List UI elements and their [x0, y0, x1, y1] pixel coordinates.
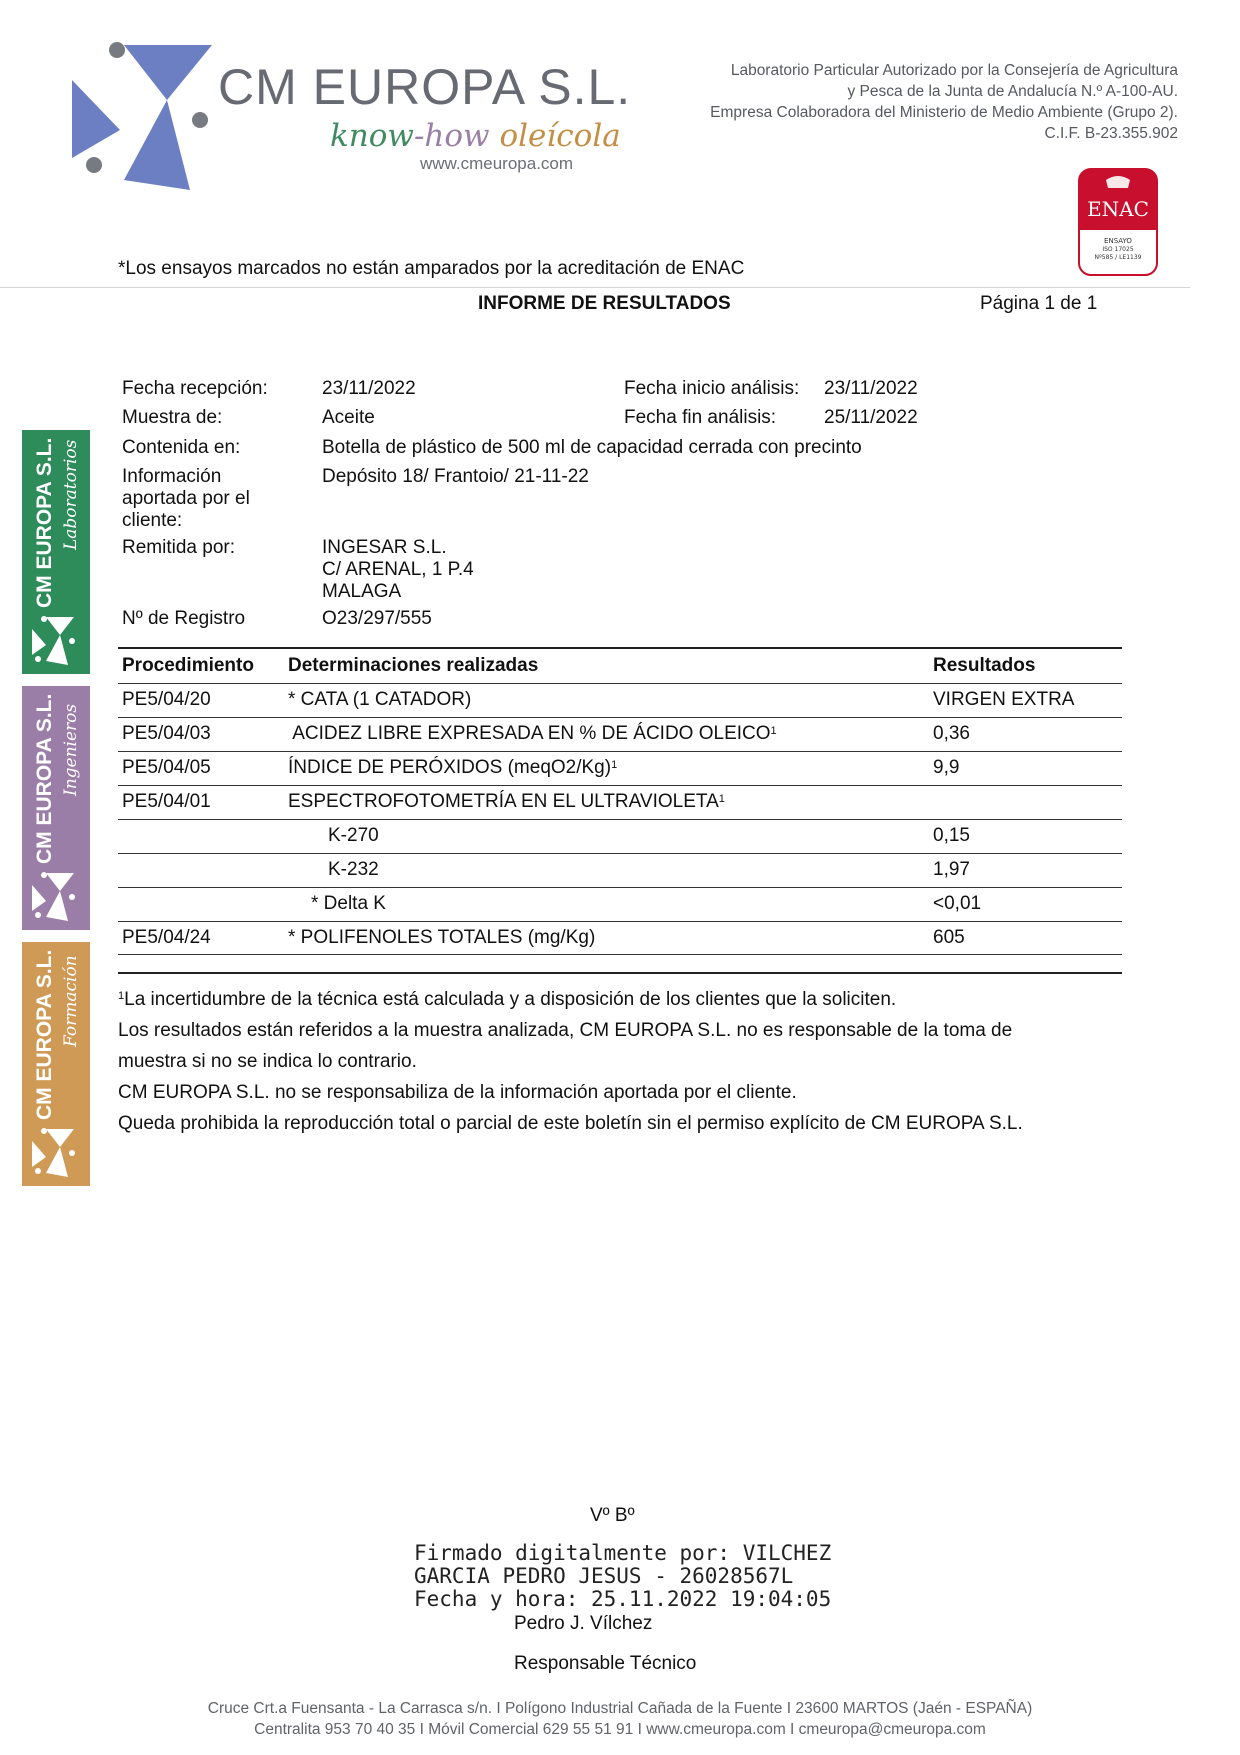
- company-tagline: [330, 118, 621, 154]
- cell-procedimiento: PE5/04/24: [122, 927, 211, 948]
- lab-info-line: Empresa Colaboradora del Ministerio de Medio Ambiente (Grupo 2).: [710, 104, 1178, 121]
- cell-resultado: 1,97: [933, 859, 970, 880]
- accreditation-note: *Los ensayos marcados no están amparados por la acreditación de ENAC: [118, 258, 745, 279]
- header-determinaciones: Determinaciones realizadas: [288, 655, 539, 676]
- table-bottom-rule: [118, 972, 1122, 974]
- note-text: muestra si no se indica lo contrario.: [118, 1051, 417, 1072]
- enac-label: ENAC: [1087, 197, 1149, 221]
- info-cliente-label-line: Información: [122, 466, 222, 487]
- fecha-recepcion-value: 23/11/2022: [322, 378, 416, 399]
- cell-resultado: 0,36: [933, 723, 970, 744]
- banner-subtitle: Ingenieros: [61, 703, 81, 796]
- table-rule: [118, 819, 1122, 820]
- info-cliente-value: Depósito 18/ Frantoio/ 21-11-22: [322, 466, 589, 487]
- side-banner-formacion: [22, 942, 90, 1186]
- cell-determinacion: [288, 757, 617, 779]
- header-procedimiento: Procedimiento: [122, 655, 254, 676]
- note-text: Queda prohibida la reproducción total o parcial de este boletín sin el permiso explícito de CM EUROPA S.L.: [118, 1113, 1023, 1134]
- table-rule: [118, 717, 1122, 718]
- digital-signature-line: GARCIA PEDRO JESUS - 26028567L: [414, 1564, 794, 1588]
- registro-label: Nº de Registro: [122, 608, 246, 629]
- cell-procedimiento: PE5/04/05: [122, 757, 211, 778]
- side-banner-laboratorios: [22, 430, 90, 674]
- determinacion-text: ÍNDICE DE PERÓXIDOS (meqO2/Kg): [288, 757, 612, 778]
- footer-address: Cruce Crt.a Fuensanta - La Carrasca s/n. I Polígono Industrial Cañada de la Fuente I 23600 MARTOS (Jaén - ESPAÑA): [207, 1700, 1033, 1717]
- company-website: www.cmeuropa.com: [420, 154, 574, 173]
- cell-determinacion: [288, 723, 777, 745]
- determinacion-text: ACIDEZ LIBRE EXPRESADA EN % DE ÁCIDO OLEICO: [288, 723, 771, 744]
- cell-resultado: 605: [933, 927, 965, 948]
- tagline-part-know: know: [330, 118, 414, 154]
- digital-signature-line: Fecha y hora: 25.11.2022 19:04:05: [414, 1587, 832, 1611]
- remitida-line: MALAGA: [322, 581, 402, 602]
- table-rule: [118, 921, 1122, 922]
- note-text: CM EUROPA S.L. no se responsabiliza de la información aportada por el cliente.: [118, 1082, 797, 1103]
- contenida-value: Botella de plástico de 500 ml de capacidad cerrada con precinto: [322, 437, 862, 458]
- lab-info-line: y Pesca de la Junta de Andalucía N.º A-100-AU.: [847, 83, 1178, 100]
- cell-determinacion: [288, 791, 725, 813]
- cell-resultado: 9,9: [933, 757, 960, 778]
- table-rule: [118, 683, 1122, 684]
- tagline-part-oleicola: oleícola: [499, 118, 621, 154]
- note-text: La incertidumbre de la técnica está calculada y a disposición de los clientes que la soliciten.: [124, 989, 897, 1010]
- cell-procedimiento: PE5/04/20: [122, 689, 211, 710]
- banner-company-name: CM EUROPA S.L.: [33, 949, 56, 1120]
- table-rule: [118, 887, 1122, 888]
- fecha-recepcion-label: Fecha recepción:: [122, 378, 268, 399]
- remitida-value: [322, 537, 474, 603]
- cell-determinacion: K-270: [328, 825, 379, 846]
- footer-contact: Centralita 953 70 40 35 I Móvil Comercial 629 55 51 91 I www.cmeuropa.com I cmeuropa@cmeuropa.com: [254, 1721, 986, 1738]
- report-notes: [118, 984, 1128, 1139]
- footnote-marker: 1: [770, 725, 777, 737]
- cell-determinacion: * POLIFENOLES TOTALES (mg/Kg): [288, 927, 596, 948]
- enac-line-2: ISO 17025: [1102, 246, 1134, 253]
- enac-line-3: Nº585 / LE1139: [1094, 254, 1142, 261]
- side-banner-ingenieros: [22, 686, 90, 930]
- cell-resultado: VIRGEN EXTRA: [933, 689, 1075, 710]
- info-cliente-label-line: cliente:: [122, 510, 183, 531]
- remitida-label: Remitida por:: [122, 537, 235, 558]
- digital-signature-line: Firmado digitalmente por: VILCHEZ: [414, 1541, 832, 1565]
- lab-authorization-info: [710, 60, 1178, 144]
- banner-company-name: CM EUROPA S.L.: [33, 693, 56, 864]
- company-logo: [72, 40, 222, 190]
- remitida-line: INGESAR S.L.: [322, 537, 447, 558]
- table-rule: [118, 785, 1122, 786]
- banner-company-name: CM EUROPA S.L.: [33, 437, 56, 608]
- cell-resultado: 0,15: [933, 825, 970, 846]
- footnote-marker: 1: [118, 990, 125, 1002]
- muestra-value: Aceite: [322, 407, 375, 428]
- lab-info-line: Laboratorio Particular Autorizado por la Consejería de Agricultura: [730, 62, 1178, 79]
- contenida-label: Contenida en:: [122, 437, 241, 458]
- table-rule: [118, 751, 1122, 752]
- cell-determinacion: K-232: [328, 859, 379, 880]
- cell-resultado: <0,01: [933, 893, 982, 914]
- tagline-part-how: -how: [413, 118, 500, 154]
- cell-determinacion: * CATA (1 CATADOR): [288, 689, 472, 710]
- page-number: Página 1 de 1: [980, 293, 1098, 314]
- lab-info-line: C.I.F. B-23.355.902: [1044, 125, 1178, 142]
- fecha-inicio-label: Fecha inicio análisis:: [624, 378, 800, 399]
- note-text: Los resultados están referidos a la muestra analizada, CM EUROPA S.L. no es responsable de la toma de: [118, 1020, 1013, 1041]
- footnote-marker: 1: [718, 793, 725, 805]
- cell-determinacion: * Delta K: [311, 893, 386, 914]
- enac-line-1: ENSAYO: [1104, 237, 1132, 245]
- table-rule: [118, 954, 1122, 955]
- note-uncertainty: [118, 984, 1128, 1015]
- cell-procedimiento: PE5/04/03: [122, 723, 211, 744]
- registro-value: O23/297/555: [322, 608, 432, 629]
- cell-procedimiento: PE5/04/01: [122, 791, 211, 812]
- enac-accreditation-seal: [1078, 168, 1158, 276]
- info-cliente-label: [122, 466, 250, 532]
- banner-subtitle: Formación: [61, 955, 81, 1047]
- muestra-label: Muestra de:: [122, 407, 223, 428]
- fecha-fin-value: 25/11/2022: [824, 407, 918, 428]
- signer-role: Responsable Técnico: [514, 1653, 697, 1674]
- visto-bueno: Vº Bº: [590, 1505, 635, 1526]
- fecha-inicio-value: 23/11/2022: [824, 378, 918, 399]
- digital-signature-block: [414, 1542, 831, 1611]
- signer-name: Pedro J. Vílchez: [514, 1613, 653, 1634]
- report-title: INFORME DE RESULTADOS: [478, 293, 731, 314]
- banner-subtitle: Laboratorios: [61, 439, 81, 550]
- header-divider: [0, 287, 1190, 288]
- table-rule: [118, 853, 1122, 854]
- info-cliente-label-line: aportada por el: [122, 488, 250, 509]
- table-top-rule: [118, 647, 1122, 649]
- header-resultados: Resultados: [933, 655, 1036, 676]
- company-name: CM EUROPA S.L.: [218, 59, 632, 115]
- determinacion-text: ESPECTROFOTOMETRÍA EN EL ULTRAVIOLETA: [288, 791, 719, 812]
- remitida-line: C/ ARENAL, 1 P.4: [322, 559, 474, 580]
- fecha-fin-label: Fecha fin análisis:: [624, 407, 777, 428]
- footnote-marker: 1: [611, 759, 618, 771]
